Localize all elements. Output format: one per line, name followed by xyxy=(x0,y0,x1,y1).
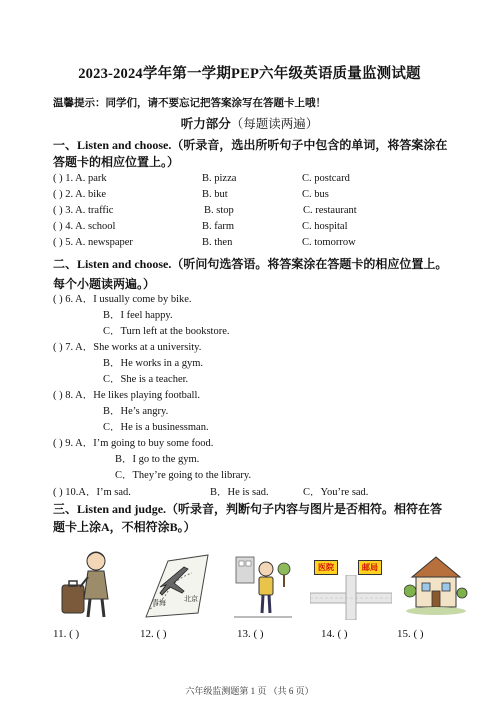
reminder-tip: 温馨提示：同学们，请不要忘记把答案涂写在答题卡上哦！ xyxy=(53,97,326,109)
question-row: ( ) 9. A．I’m going to buy some food. xyxy=(53,438,214,449)
option-b: B. but xyxy=(202,189,228,200)
map-label-left: 青海 xyxy=(152,599,166,607)
page-footer: 六年级监测题第 1 页 （共 6 页） xyxy=(185,686,314,696)
option-b: B．He is sad. xyxy=(210,487,269,498)
option-c: C. postcard xyxy=(302,173,350,184)
post-office-sign: 邮局 xyxy=(358,560,382,575)
answer-11: 11. ( ) xyxy=(53,628,80,640)
option-c: C．They’re going to the library. xyxy=(115,470,252,481)
section3-heading: 三、Listen and judge.（听录音，判断句子内容与图片是否相符。相符在答题卡上涂A，不相符涂B。） xyxy=(53,502,443,534)
listening-header xyxy=(0,114,499,132)
option-c: C．She is a teacher. xyxy=(103,374,189,385)
option-c: C. hospital xyxy=(302,221,348,232)
option-b: B．I feel happy. xyxy=(103,310,173,321)
answer-14: 14. ( ) xyxy=(321,628,348,640)
map-label-right: 北京 xyxy=(184,595,198,603)
answer-15: 15. ( ) xyxy=(397,628,424,640)
streets-picture xyxy=(310,575,392,620)
option-b: B. farm xyxy=(202,221,235,232)
option-c: C．Turn left at the bookstore. xyxy=(103,326,230,337)
question-row: ( ) 1. A. park xyxy=(53,173,107,184)
question-row: ( ) 3. A. traffic xyxy=(53,205,114,216)
question-row: ( ) 4. A. school xyxy=(53,221,116,232)
option-b: B. pizza xyxy=(202,173,237,184)
listening-label: 听力部分 xyxy=(180,117,231,131)
question-row: ( ) 10.A．I’m sad. xyxy=(53,487,131,498)
option-b: B．He’s angry. xyxy=(103,406,169,417)
listening-note: （每题读两遍） xyxy=(230,117,319,131)
answer-12: 12. ( ) xyxy=(140,628,167,640)
option-c: C．He is a businessman. xyxy=(103,422,209,433)
option-b: B．He works in a gym. xyxy=(103,358,204,369)
answer-13: 13. ( ) xyxy=(237,628,264,640)
hospital-sign: 医院 xyxy=(314,560,338,575)
section1-heading: 一、Listen and choose.（听录音，选出所听句子中包含的单词，将答案涂在答题卡的相应位置上。） xyxy=(53,138,448,169)
question-row: ( ) 2. A. bike xyxy=(53,189,107,200)
section2-heading: 二、Listen and choose.（听问句选答语。将答案涂在答题卡的相应位置上。每个小题读两遍。） xyxy=(53,257,448,291)
option-c: C. restaurant xyxy=(303,205,357,216)
question-row: ( ) 7. A．She works at a university. xyxy=(53,342,202,353)
airplane-map-picture xyxy=(140,547,210,622)
question-row: ( ) 5. A. newspaper xyxy=(53,237,133,248)
option-b: B. then xyxy=(202,237,233,248)
question-row: ( ) 6. A．I usually come by bike. xyxy=(53,294,192,305)
exam-title: 2023-2024学年第一学期PEP六年级英语质量监测试题 xyxy=(78,66,421,82)
option-c: C. tomorrow xyxy=(302,237,356,248)
house-picture xyxy=(404,547,468,622)
option-c: C．You’re sad. xyxy=(303,487,369,498)
option-b: B. stop xyxy=(204,205,234,216)
option-c: C. bus xyxy=(302,189,329,200)
question-row: ( ) 8. A．He likes playing football. xyxy=(53,390,200,401)
option-b: B．I go to the gym. xyxy=(115,454,200,465)
girl-with-suitcase-picture xyxy=(54,547,118,622)
boy-roadside-picture xyxy=(234,547,292,622)
